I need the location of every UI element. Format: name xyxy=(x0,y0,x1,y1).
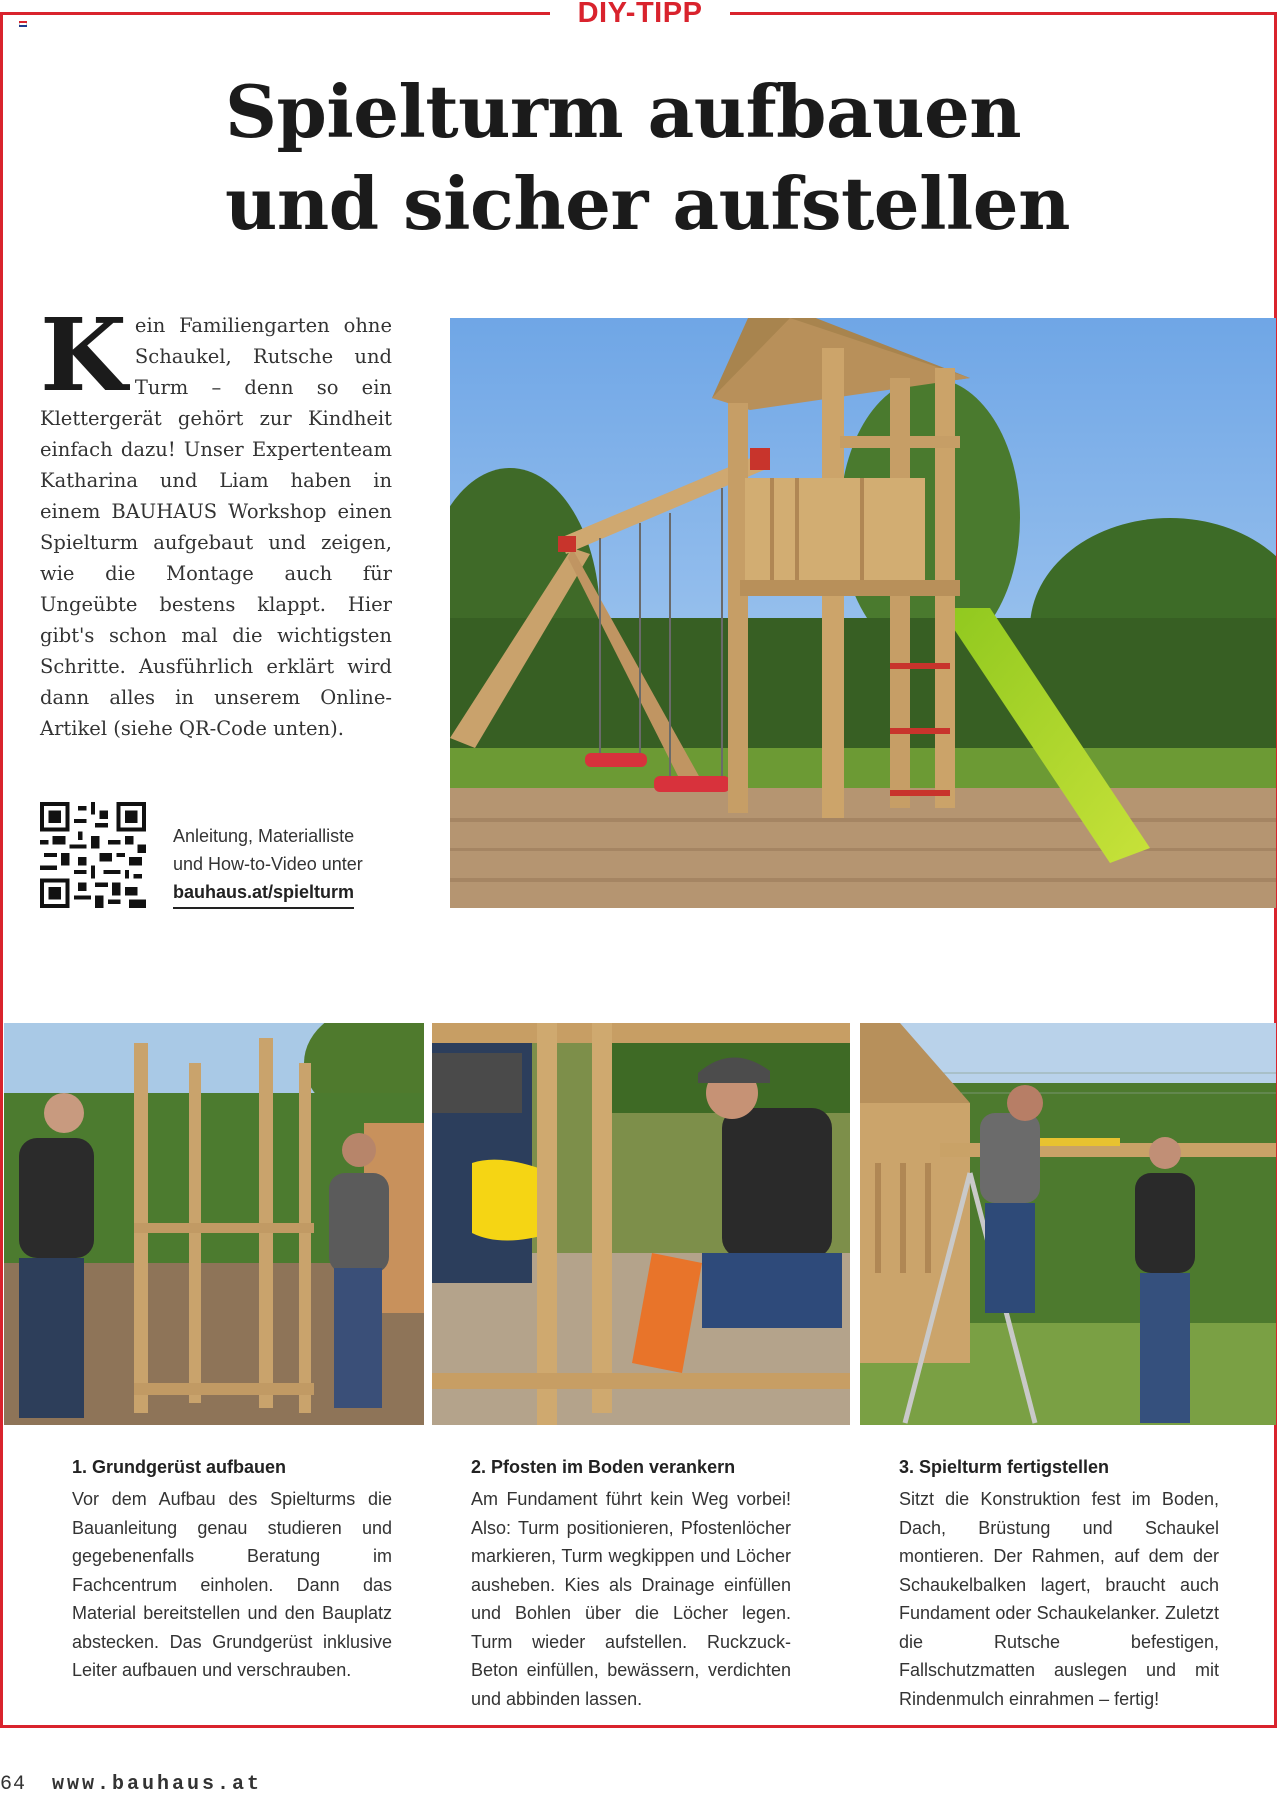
step-2 xyxy=(471,1455,791,1713)
step-1 xyxy=(72,1455,392,1685)
intro-paragraph xyxy=(40,296,392,744)
step-2-title: 2. Pfosten im Boden verankern xyxy=(471,1457,736,1477)
step-1-title: 1. Grundgerüst aufbauen xyxy=(72,1457,287,1477)
step-3-text: Sitzt die Konstruktion fest im Boden, Dach, Brüstung und Schaukel montieren. Der Rahmen, auf dem der Schaukelbalken lagert, braucht auch Fundament oder Schaukelanker. Zuletzt die Rutsche befestigen, Fallschutzmatten auslegen und mit Rindenmulch einrahmen – fertig! xyxy=(899,1489,1219,1709)
qr-caption-line-2: und How-to-Video unter xyxy=(173,854,363,874)
spielturm-link[interactable]: bauhaus.at/spielturm xyxy=(173,878,354,909)
intro-text: ein Familiengarten ohne Schaukel, Rutsche und Turm – denn so ein Klettergerät gehört zur Kindheit einfach dazu! Unser Expertenteam Katharina und Liam haben in einem BAUHAUS Workshop einen Spielturm aufgebaut und zeigen, wie die Montage auch für Ungeübte bestens klappt. Hier gibt's schon mal die wichtigsten Schritte. Ausführlich erklärt wird dann alles in unserem Online-Artikel (siehe QR-Code unten). xyxy=(40,314,392,740)
step-3-title: 3. Spielturm fertigstellen xyxy=(899,1457,1110,1477)
header-tag-bar xyxy=(0,0,1280,30)
step-3 xyxy=(899,1455,1219,1713)
section-tag: DIY-TIPP xyxy=(550,0,730,32)
photo-step-1-framework xyxy=(4,1023,424,1425)
title-line-2: und sicher aufstellen xyxy=(225,161,1070,246)
qr-code-icon[interactable] xyxy=(40,802,146,908)
step-1-text: Vor dem Aufbau des Spielturms die Bauanleitung genau studieren und gegebenenfalls Beratung im Fachcentrum einholen. Dann das Material bereitstellen und den Bauplatz abstecken. Das Grundgerüst inklusive Leiter aufbauen und verschrauben. xyxy=(72,1489,392,1680)
website-link[interactable]: www.bauhaus.at xyxy=(52,1773,263,1796)
photo-step-3-finishing xyxy=(860,1023,1276,1425)
page-footer xyxy=(0,1773,262,1796)
hero-photo-play-tower xyxy=(450,318,1276,908)
photo-step-2-foundation xyxy=(432,1023,850,1425)
page-title xyxy=(225,66,1125,250)
qr-caption xyxy=(173,822,393,909)
drop-cap: K xyxy=(40,296,127,414)
step-2-text: Am Fundament führt kein Weg vorbei! Also: Turm positionieren, Pfostenlöcher markieren, Turm wegkippen und Löcher ausheben. Kies als Drainage einfüllen und Bohlen über die Löcher legen. Turm wieder aufstellen. Ruckzuck-Beton einfüllen, bewässern, verdichten und abbinden lassen. xyxy=(471,1489,791,1709)
austria-flag-icon xyxy=(19,21,27,27)
page-number: 64 xyxy=(0,1773,27,1796)
title-line-1: Spielturm aufbauen xyxy=(225,69,1022,154)
qr-caption-line-1: Anleitung, Materialliste xyxy=(173,826,355,846)
